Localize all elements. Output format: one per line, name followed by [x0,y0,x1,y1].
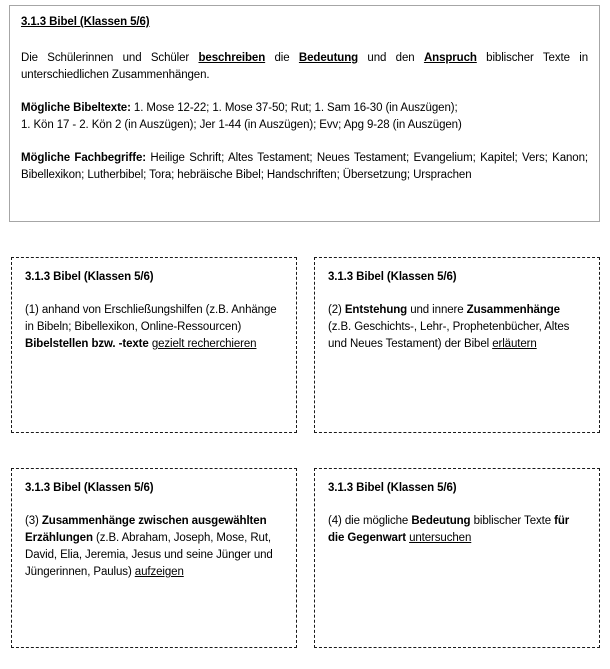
competence-box-2 [314,257,600,433]
competence-number-3: (3) [25,515,42,527]
competence-seg-bold-4b: für die Gegenwart [328,515,570,544]
intro-keyword-anspruch: Anspruch [423,52,477,64]
competence-title-1: 3.1.3 Bibel (Klassen 5/6) [25,271,154,283]
spacer [21,83,588,100]
spacer [328,496,586,513]
intro-text-between-2: und den [358,52,424,64]
competence-verb-3: aufzeigen [134,566,184,578]
competence-seg-plain-3: (z.B. Abraham, Joseph, Mose, Rut, David, Elia, Jeremia, Jesus und seine Jünger und Jüngerinnen, Paulus) [25,532,273,578]
standard-box [9,5,600,222]
competence-seg-bold-1: Bibelstellen bzw. -texte [25,338,149,350]
intro-text-after: biblischer Texte in unterschiedlichen Zusammenhängen. [21,52,588,81]
fachbegriffe-values: Heilige Schrift; Altes Testament; Neues Testament; Evangelium; Kapitel; Vers; Kanon; Bibellexikon; Lutherbibel; Tora; hebräische Bibel; Handschriften; Übersetzung; Ursprachen [21,152,588,181]
competence-box-4 [314,468,600,648]
bibeltexte-line-1 [21,100,588,117]
competence-title-4: 3.1.3 Bibel (Klassen 5/6) [328,482,457,494]
intro-keyword-bedeutung: Bedeutung [298,52,359,64]
competence-seg-plain-1a: anhand von Erschließungshilfen (z.B. Anhänge in Bibeln; Bibellexikon, Online-Ressourcen) [25,304,277,333]
intro-text-between-1: die [265,52,299,64]
intro-keyword-beschreiben: beschreiben [198,52,266,64]
competence-seg-bold-3: Zusammenhänge zwischen ausgewählten Erzählungen [25,515,267,544]
competence-seg-bold-2a: Entstehung [344,304,408,316]
competence-seg-bold-4a: Bedeutung [411,515,471,527]
bibeltexte-values-1: 1. Mose 12-22; 1. Mose 37-50; Rut; 1. Sam 16-30 (in Auszügen); [130,102,458,114]
competence-seg-plain-4a: die mögliche [344,515,412,527]
bibeltexte-line-2 [21,117,588,134]
spacer [25,496,283,513]
competence-seg-plain-4b: biblischer Texte [470,515,555,527]
competence-text-1 [25,302,283,353]
competence-verb-2: erläutern [492,338,537,350]
competence-verb-4: untersuchen [409,532,472,544]
bibeltexte-label: Mögliche Bibeltexte: [21,102,131,114]
competence-box-3 [11,468,297,648]
competence-text-2 [328,302,586,353]
fachbegriffe-paragraph [21,150,588,183]
bibeltexte-values-2: 1. Kön 17 - 2. Kön 2 (in Auszügen); Jer 1-44 (in Auszügen); Evv; Apg 9-28 (in Auszügen) [21,118,462,131]
competence-verb-1: gezielt recherchieren [151,338,257,350]
competence-number-4: (4) [328,515,345,527]
competence-number-2: (2) [328,304,345,316]
fachbegriffe-label: Mögliche Fachbegriffe: [21,152,146,164]
competence-title-3: 3.1.3 Bibel (Klassen 5/6) [25,482,154,494]
competence-title-2: 3.1.3 Bibel (Klassen 5/6) [328,271,457,283]
competence-text-4 [328,513,586,547]
spacer [25,285,283,302]
competence-number-1: (1) [25,304,42,316]
spacer [21,29,588,50]
competence-box-1 [11,257,297,433]
competence-seg-plain-2a: und innere [407,304,467,316]
competence-seg-plain-2b: (z.B. Geschichts-, Lehr-, Prophetenbücher, Altes und Neues Testament) der Bibel [328,321,570,350]
competence-seg-bold-2b: Zusammenhänge [466,304,560,316]
standard-intro-paragraph [21,50,588,83]
standard-title: 3.1.3 Bibel (Klassen 5/6) [21,16,150,28]
spacer [328,285,586,302]
spacer [21,133,588,150]
competence-text-3 [25,513,283,581]
intro-text-before: Die Schülerinnen und Schüler [21,52,199,64]
